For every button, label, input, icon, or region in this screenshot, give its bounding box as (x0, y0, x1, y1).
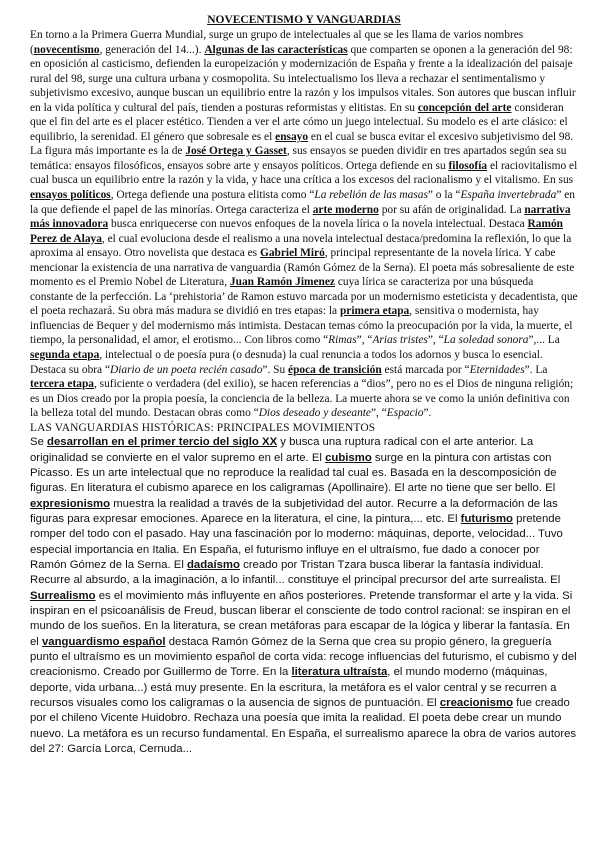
highlighted-term: filosofía (448, 159, 488, 172)
text-run: consideran que el fin del arte es el placer estético. Tienden a ver el arte cómo un juego intelectual. Su modelo es el arte clásico: el equilibrio, la serenidad. El género que sobresale es el (30, 101, 568, 143)
highlighted-term: novecentismo (33, 43, 100, 56)
highlighted-term: futurismo (460, 512, 513, 525)
highlighted-term: José Ortega y Gasset (185, 145, 287, 158)
text-run: ”, “ (370, 407, 387, 420)
work-title: Arias tristes (372, 334, 428, 347)
text-run: es el movimiento más influyente en años posteriores. Pretende transformar el arte y la vida. Si inspiran en el psicoanálisis de Freud, buscan liberar el consciente de todo control racional: se inspiran en el mundo de los sueños. En la literatura, se crean metáforas para escapar de la lógica y liberar la fantasía. En el (30, 589, 573, 648)
work-title: Espacio (386, 407, 424, 420)
text-run: y busca una ruptura radical con el arte anterior. La originalidad se convierte en el valor supremo en el arte. El (30, 436, 534, 464)
text-run: , el mundo moderno (máquinas, deporte, vida urbana...) está muy presente. En la escritura, la metáfora es el valor central y se recurren a recursos visuales como los caligramas o la ausencia de signos de puntuación. El (30, 666, 557, 710)
highlighted-term: Juan Ramón Jimenez (229, 276, 335, 289)
highlighted-term: segunda etapa (30, 349, 100, 362)
text-run: ”. La (524, 363, 548, 376)
text-run: busca enriquecerse con nuevos enfoques de la novela lírica o la novela intelectual. Destaca (108, 218, 528, 231)
text-run: muestra la realidad a través de la subjetividad del autor. Recurre a la deformación de las figuras para expresar emociones. Aparece en la literatura, el cine, la pintura,... etc. El (30, 497, 558, 525)
highlighted-term: arte moderno (312, 203, 379, 216)
text-run: ”,... La (528, 334, 560, 347)
text-run: , Ortega defiende una postura elitista como “ (110, 189, 315, 202)
highlighted-term: creacionismo (439, 697, 513, 710)
text-run: , suficiente o verdadera (del exilio), se hacen referencias a “dios”, pero no es el Dios de ninguna religión; es un Dios creado por la propia poesía, la conciencia de la belleza. La muerte ahora se ve como la unión definitiva con la belleza total del mundo. Destacan obras como “ (30, 378, 574, 420)
text-run: destaca Ramón Gómez de la Serna que crea su propio género, la greguería punto el ultraísmo es un movimiento español de corta vida: recoge influencias del futurismo, el cubismo y del creacionismo. Creado por Guillermo de Torre. En la (30, 635, 577, 679)
section-vanguardias-paragraph (30, 435, 578, 757)
text-run: , generación del 14...). (99, 43, 205, 56)
text-run: cuya lírica se caracteriza por una búsqueda constante de la perfección. La ‘prehistoria’ de Ramon estuvo marcada por un modernismo esteticista y decadentista, que el poeta rechazará. Su obra más madura se dividió en tres etapas: la (30, 276, 578, 318)
document-title: NOVECENTISMO Y VANGUARDIAS (207, 14, 401, 26)
highlighted-term: ensayos políticos (30, 189, 111, 202)
highlighted-term: Surrealismo (30, 589, 96, 602)
highlighted-term: cubismo (325, 451, 372, 464)
text-run: ” en la que defiende el papel de las minorías. Ortega caracteriza el (30, 189, 575, 216)
work-title: Diario de un poeta recién casado (110, 363, 263, 376)
work-title: España invertebrada (460, 189, 557, 202)
highlighted-term: desarrollan en el primer tercio del siglo XX (47, 436, 278, 449)
highlighted-term: dadaísmo (187, 559, 240, 572)
highlighted-term: ensayo (275, 130, 309, 143)
text-run: creado por Tristan Tzara busca liberar la fantasía individual. Recurre al absurdo, a la imaginación, a lo infantil... constituye el principal precursor del arte surrealista. El (30, 559, 561, 587)
text-run: por su afán de originalidad. La (378, 203, 525, 216)
text-run: En torno a la Primera Guerra Mundial, surge un grupo de intelectuales al que se les llama de varios nombres ( (30, 29, 524, 56)
text-run: ”. Su (262, 363, 289, 376)
highlighted-term: vanguardismo español (41, 635, 166, 648)
text-run: ” o la “ (427, 189, 461, 202)
highlighted-term: época de transición (288, 363, 382, 376)
section-novecentismo-paragraph (30, 28, 578, 421)
highlighted-term: Algunas de las características (204, 43, 348, 56)
text-run: Se (30, 436, 48, 449)
text-run: fue creado por el chileno Vicente Huidobro. Rechaza una poesía que imita la realidad. El poeta debe crear un mundo nuevo. La metáfora es un recurso fundamental. En España, el surrealismo aparece la obra de varios autores del 27: García Lorca, Cernuda... (30, 697, 577, 756)
work-title: Eternidades (469, 363, 525, 376)
work-title: Dios deseado y deseante (258, 407, 371, 420)
text-run: que comparten se oponen a la generación del 98: en oposición al casticismo, defienden la europeización y modernización de España y frente a la idealización del paisaje rural del 98, surge una cultura urbana y cosmopolita. Su intelectualismo los lleva a rechazar el sentimentalismo y subjetivismo excesivo, aunque buscan un equilibrio entre la razón y los impulsos vitales. Son autores que buscan influir en la vida política y cultural del país, tienden a posturas reformistas y elitistas. En su (30, 43, 576, 114)
text-run: , intelectual o de poesía pura (o desnuda) la cual renuncia a todos los adornos y busca lo esencial. Destaca su obra “ (30, 349, 543, 376)
text-run: está marcada por “ (381, 363, 470, 376)
text-run: ”. (423, 407, 432, 420)
highlighted-term: tercera etapa (30, 378, 94, 391)
highlighted-term: Gabriel Miró (259, 247, 325, 260)
text-run: , principal representante de la novela lírica. Y cabe mencionar la existencia de una narrativa de vanguardia (Ramón Gómez de la Serna). El poeta más sobresaliente de este momento es el Premio Nobel de Literatura, (30, 247, 575, 289)
text-run: ”, “ (427, 334, 444, 347)
text-run: surge en la pintura con artistas con Picasso. Es un arte intelectual que no reproduce la realidad tal cual es. Basada en la descomposición de figuras. En literatura el cubismo aparece en los caligramas (Apollinaire). El arte no tiene que ser bello. El (30, 451, 557, 495)
work-title: La soledad sonora (443, 334, 529, 347)
highlighted-term: literatura ultraísta (291, 666, 388, 679)
text-run: pretende romper del todo con el pasado. Hay una fascinación por lo moderno: máquinas, deporte, velocidad... Tuvo especial importancia en Italia. En España, el futurismo influye en el ultraísmo, fue dado a conocer por Ramón Gómez de la Serna. El (30, 512, 563, 572)
text-run: el raciovitalismo el cual busca un equilibrio entre la razón y la vida, y hace una crítica a los excesos del racionalismo y el vitalismo. En sus (30, 159, 578, 187)
work-title: La rebelión de las masas (314, 189, 428, 202)
highlighted-term: narrativa más innovadora (30, 203, 571, 231)
text-run: en el cual se busca evitar el excesivo subjetivismo del 98. La figura más importante es la de (30, 130, 574, 158)
highlighted-term: expresionismo (30, 497, 111, 510)
section-vanguardias-heading: LAS VANGUARDIAS HISTÓRICAS: PRINCIPALES MOVIMIENTOS (30, 421, 376, 434)
work-title: Rimas (328, 334, 357, 347)
highlighted-term: concepción del arte (417, 101, 512, 114)
text-run: , el cual evoluciona desde el realismo a una novela intelectual destaca/predomina la reflexión, lo que la aproxima al ensayo. Otro novelista que destaca es (30, 232, 572, 260)
text-run: ”, “ (356, 334, 373, 347)
text-run: , sus ensayos se pueden dividir en tres apartados según sea su temática: ensayos filosóficos, ensayos sobre arte y ensayos políticos. Ortega defiende en su (30, 145, 567, 172)
highlighted-term: primera etapa (339, 305, 410, 318)
text-run: , sensitiva o modernista, hay influencias de Bequer y del modernismo más intimista. Destacan temas cómo la preocupación por la vida, la muerte, el tiempo, la personalidad, el amor, el erotismo... Con libros como “ (30, 305, 573, 347)
highlighted-term: Ramón Perez de Alaya (30, 218, 563, 245)
